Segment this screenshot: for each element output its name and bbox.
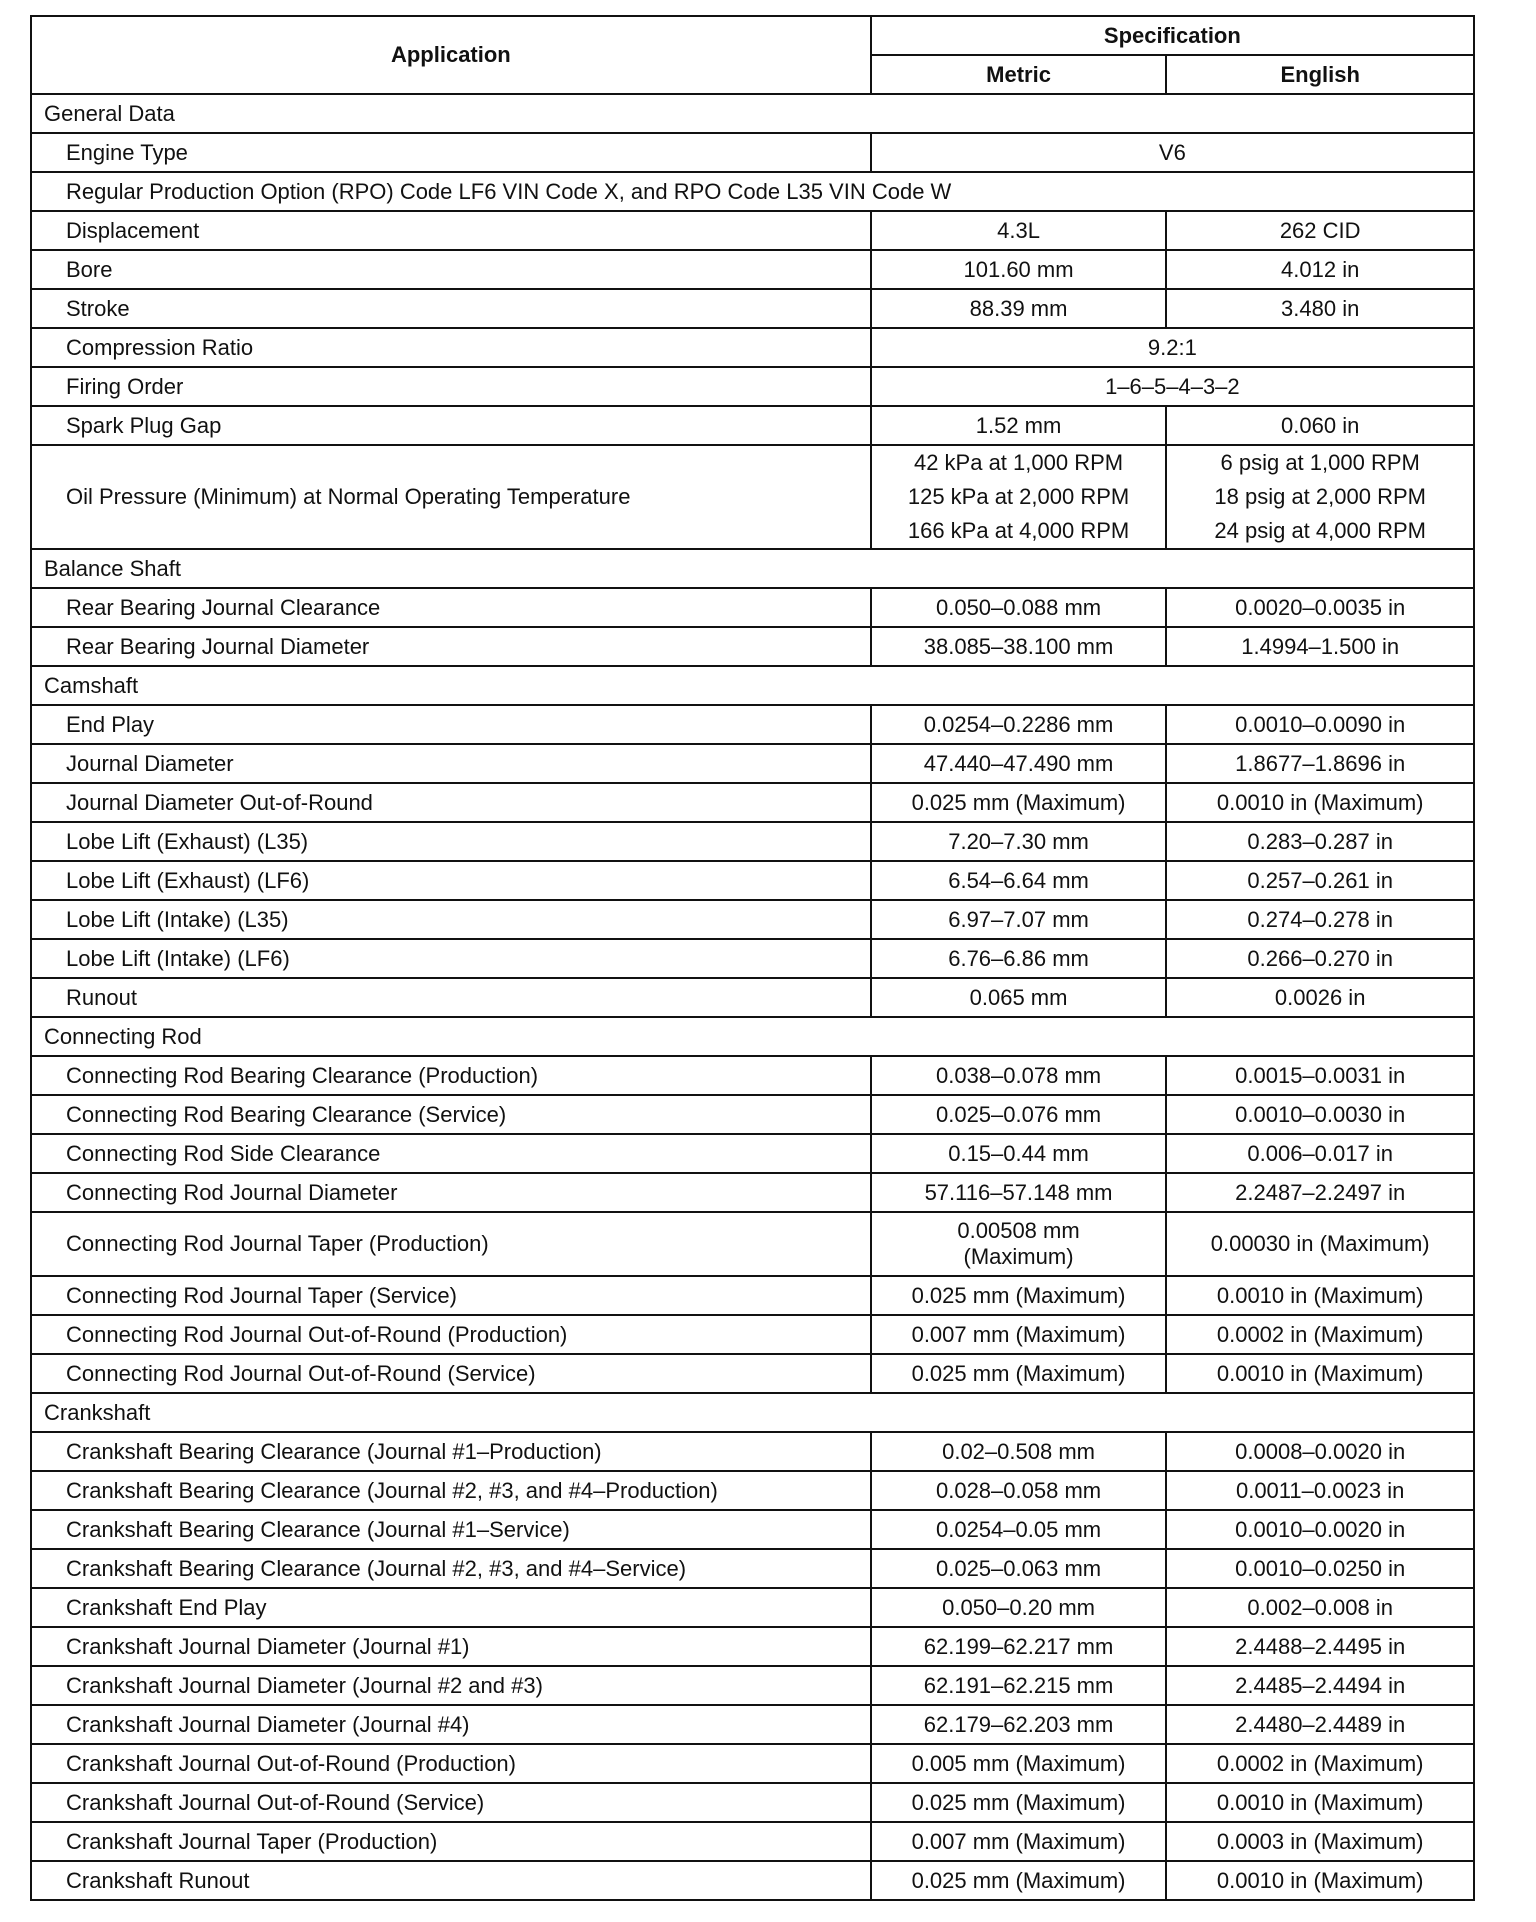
metric-value: 0.025 mm (Maximum) bbox=[871, 1276, 1167, 1315]
metric-value: 6.76–6.86 mm bbox=[871, 939, 1167, 978]
application-label: Connecting Rod Journal Out-of-Round (Service) bbox=[31, 1354, 871, 1393]
metric-value: 0.0254–0.2286 mm bbox=[871, 705, 1167, 744]
application-label: Oil Pressure (Minimum) at Normal Operating Temperature bbox=[31, 445, 871, 549]
metric-value: 0.050–0.20 mm bbox=[871, 1588, 1167, 1627]
application-label: Rear Bearing Journal Clearance bbox=[31, 588, 871, 627]
table-row bbox=[31, 1134, 1474, 1173]
english-value: 1.4994–1.500 in bbox=[1166, 627, 1474, 666]
metric-value: 62.179–62.203 mm bbox=[871, 1705, 1167, 1744]
application-label: Connecting Rod Journal Out-of-Round (Production) bbox=[31, 1315, 871, 1354]
metric-value: 0.0254–0.05 mm bbox=[871, 1510, 1167, 1549]
value-line: 0.00508 mm bbox=[957, 1218, 1080, 1243]
table-row bbox=[31, 211, 1474, 250]
english-value: 0.0010–0.0030 in bbox=[1166, 1095, 1474, 1134]
table-row bbox=[31, 445, 1474, 549]
english-value: 1.8677–1.8696 in bbox=[1166, 744, 1474, 783]
table-row bbox=[31, 783, 1474, 822]
table-row bbox=[31, 133, 1474, 172]
section-heading: Crankshaft bbox=[31, 1393, 1474, 1432]
application-label: Crankshaft Runout bbox=[31, 1861, 871, 1900]
metric-value bbox=[871, 1212, 1167, 1276]
english-value: 262 CID bbox=[1166, 211, 1474, 250]
table-row bbox=[31, 1212, 1474, 1276]
section-heading: Connecting Rod bbox=[31, 1017, 1474, 1056]
english-value bbox=[1166, 445, 1474, 549]
metric-value: 0.065 mm bbox=[871, 978, 1167, 1017]
english-value: 3.480 in bbox=[1166, 289, 1474, 328]
application-label: Crankshaft Bearing Clearance (Journal #2, #3, and #4–Service) bbox=[31, 1549, 871, 1588]
english-value: 0.0010–0.0090 in bbox=[1166, 705, 1474, 744]
application-label: Crankshaft End Play bbox=[31, 1588, 871, 1627]
english-value: 0.0002 in (Maximum) bbox=[1166, 1744, 1474, 1783]
metric-value: 6.54–6.64 mm bbox=[871, 861, 1167, 900]
table-row bbox=[31, 1549, 1474, 1588]
metric-value: 88.39 mm bbox=[871, 289, 1167, 328]
table-row bbox=[31, 861, 1474, 900]
metric-value: 101.60 mm bbox=[871, 250, 1167, 289]
english-value: 2.4488–2.4495 in bbox=[1166, 1627, 1474, 1666]
english-value: 2.4485–2.4494 in bbox=[1166, 1666, 1474, 1705]
application-label: Stroke bbox=[31, 289, 871, 328]
table-row bbox=[31, 744, 1474, 783]
header-application: Application bbox=[31, 16, 871, 94]
section-row bbox=[31, 1017, 1474, 1056]
application-label: Rear Bearing Journal Diameter bbox=[31, 627, 871, 666]
table-row bbox=[31, 1744, 1474, 1783]
application-label: Crankshaft Bearing Clearance (Journal #1–Service) bbox=[31, 1510, 871, 1549]
application-label: Lobe Lift (Intake) (LF6) bbox=[31, 939, 871, 978]
english-value: 0.0003 in (Maximum) bbox=[1166, 1822, 1474, 1861]
table-row bbox=[31, 1783, 1474, 1822]
metric-value: 0.050–0.088 mm bbox=[871, 588, 1167, 627]
metric-value: 0.028–0.058 mm bbox=[871, 1471, 1167, 1510]
application-label: Crankshaft Bearing Clearance (Journal #1–Production) bbox=[31, 1432, 871, 1471]
table-row bbox=[31, 289, 1474, 328]
table-row bbox=[31, 328, 1474, 367]
application-label: Connecting Rod Bearing Clearance (Production) bbox=[31, 1056, 871, 1095]
table-row bbox=[31, 900, 1474, 939]
section-heading: Camshaft bbox=[31, 666, 1474, 705]
english-value: 0.0011–0.0023 in bbox=[1166, 1471, 1474, 1510]
table-row bbox=[31, 1588, 1474, 1627]
application-label: Crankshaft Journal Diameter (Journal #2 and #3) bbox=[31, 1666, 871, 1705]
application-label: Firing Order bbox=[31, 367, 871, 406]
metric-value bbox=[871, 445, 1167, 549]
metric-value: 47.440–47.490 mm bbox=[871, 744, 1167, 783]
application-label: Connecting Rod Journal Taper (Service) bbox=[31, 1276, 871, 1315]
table-row bbox=[31, 705, 1474, 744]
header-specification: Specification bbox=[871, 16, 1474, 55]
application-label: Journal Diameter bbox=[31, 744, 871, 783]
table-row bbox=[31, 939, 1474, 978]
table-row bbox=[31, 1471, 1474, 1510]
metric-value: 0.025 mm (Maximum) bbox=[871, 1354, 1167, 1393]
application-label: Crankshaft Bearing Clearance (Journal #2, #3, and #4–Production) bbox=[31, 1471, 871, 1510]
english-value: 0.00030 in (Maximum) bbox=[1166, 1212, 1474, 1276]
english-value: 0.002–0.008 in bbox=[1166, 1588, 1474, 1627]
application-label: Crankshaft Journal Out-of-Round (Production) bbox=[31, 1744, 871, 1783]
section-row bbox=[31, 549, 1474, 588]
application-label: Lobe Lift (Intake) (L35) bbox=[31, 900, 871, 939]
value-line: 125 kPa at 2,000 RPM bbox=[907, 484, 1130, 509]
metric-value: 0.038–0.078 mm bbox=[871, 1056, 1167, 1095]
metric-value: 62.191–62.215 mm bbox=[871, 1666, 1167, 1705]
application-label: Runout bbox=[31, 978, 871, 1017]
application-label: Journal Diameter Out-of-Round bbox=[31, 783, 871, 822]
metric-value: 0.02–0.508 mm bbox=[871, 1432, 1167, 1471]
table-row bbox=[31, 627, 1474, 666]
table-row bbox=[31, 1354, 1474, 1393]
application-label: Crankshaft Journal Diameter (Journal #4) bbox=[31, 1705, 871, 1744]
section-row bbox=[31, 1393, 1474, 1432]
spec-value: V6 bbox=[871, 133, 1474, 172]
spec-value: 9.2:1 bbox=[871, 328, 1474, 367]
table-row bbox=[31, 822, 1474, 861]
table-row bbox=[31, 1822, 1474, 1861]
english-value: 0.257–0.261 in bbox=[1166, 861, 1474, 900]
metric-value: 7.20–7.30 mm bbox=[871, 822, 1167, 861]
table-row bbox=[31, 588, 1474, 627]
application-label: Crankshaft Journal Taper (Production) bbox=[31, 1822, 871, 1861]
table-row bbox=[31, 1432, 1474, 1471]
section-row bbox=[31, 94, 1474, 133]
header-english: English bbox=[1166, 55, 1474, 94]
metric-value: 0.007 mm (Maximum) bbox=[871, 1315, 1167, 1354]
english-value: 0.0010 in (Maximum) bbox=[1166, 1276, 1474, 1315]
english-value: 0.274–0.278 in bbox=[1166, 900, 1474, 939]
metric-value: 57.116–57.148 mm bbox=[871, 1173, 1167, 1212]
english-value: 0.0010 in (Maximum) bbox=[1166, 1861, 1474, 1900]
english-value: 0.283–0.287 in bbox=[1166, 822, 1474, 861]
application-label: Lobe Lift (Exhaust) (LF6) bbox=[31, 861, 871, 900]
english-value: 0.0010–0.0250 in bbox=[1166, 1549, 1474, 1588]
application-label: Connecting Rod Bearing Clearance (Service) bbox=[31, 1095, 871, 1134]
value-line: 6 psig at 1,000 RPM bbox=[1220, 450, 1420, 475]
table-row bbox=[31, 367, 1474, 406]
metric-value: 6.97–7.07 mm bbox=[871, 900, 1167, 939]
table-row bbox=[31, 1315, 1474, 1354]
metric-value: 0.025–0.076 mm bbox=[871, 1095, 1167, 1134]
english-value: 0.266–0.270 in bbox=[1166, 939, 1474, 978]
english-value: 0.0026 in bbox=[1166, 978, 1474, 1017]
header-metric: Metric bbox=[871, 55, 1167, 94]
application-label: Crankshaft Journal Diameter (Journal #1) bbox=[31, 1627, 871, 1666]
metric-value: 62.199–62.217 mm bbox=[871, 1627, 1167, 1666]
application-label: End Play bbox=[31, 705, 871, 744]
value-line: 24 psig at 4,000 RPM bbox=[1214, 518, 1426, 543]
table-row bbox=[31, 1705, 1474, 1744]
table-body bbox=[31, 94, 1474, 1900]
table-row bbox=[31, 1276, 1474, 1315]
table-row bbox=[31, 172, 1474, 211]
metric-value: 1.52 mm bbox=[871, 406, 1167, 445]
application-label: Engine Type bbox=[31, 133, 871, 172]
value-line: 42 kPa at 1,000 RPM bbox=[913, 450, 1124, 475]
application-label: Connecting Rod Side Clearance bbox=[31, 1134, 871, 1173]
english-value: 0.0010 in (Maximum) bbox=[1166, 1354, 1474, 1393]
value-line: 18 psig at 2,000 RPM bbox=[1214, 484, 1426, 509]
value-line: (Maximum) bbox=[963, 1244, 1074, 1269]
english-value: 4.012 in bbox=[1166, 250, 1474, 289]
application-label: Compression Ratio bbox=[31, 328, 871, 367]
application-label: Regular Production Option (RPO) Code LF6 VIN Code X, and RPO Code L35 VIN Code W bbox=[31, 172, 1474, 211]
metric-value: 0.025–0.063 mm bbox=[871, 1549, 1167, 1588]
spec-value: 1–6–5–4–3–2 bbox=[871, 367, 1474, 406]
table-row bbox=[31, 250, 1474, 289]
table-row bbox=[31, 1666, 1474, 1705]
english-value: 0.0015–0.0031 in bbox=[1166, 1056, 1474, 1095]
english-value: 0.060 in bbox=[1166, 406, 1474, 445]
english-value: 0.006–0.017 in bbox=[1166, 1134, 1474, 1173]
application-label: Displacement bbox=[31, 211, 871, 250]
section-heading: Balance Shaft bbox=[31, 549, 1474, 588]
table-row bbox=[31, 1056, 1474, 1095]
application-label: Crankshaft Journal Out-of-Round (Service) bbox=[31, 1783, 871, 1822]
english-value: 0.0010 in (Maximum) bbox=[1166, 1783, 1474, 1822]
section-heading: General Data bbox=[31, 94, 1474, 133]
metric-value: 0.025 mm (Maximum) bbox=[871, 1783, 1167, 1822]
metric-value: 0.025 mm (Maximum) bbox=[871, 1861, 1167, 1900]
english-value: 2.2487–2.2497 in bbox=[1166, 1173, 1474, 1212]
english-value: 0.0020–0.0035 in bbox=[1166, 588, 1474, 627]
table-row bbox=[31, 1861, 1474, 1900]
application-label: Connecting Rod Journal Diameter bbox=[31, 1173, 871, 1212]
application-label: Lobe Lift (Exhaust) (L35) bbox=[31, 822, 871, 861]
english-value: 0.0002 in (Maximum) bbox=[1166, 1315, 1474, 1354]
metric-value: 0.15–0.44 mm bbox=[871, 1134, 1167, 1173]
value-line: 166 kPa at 4,000 RPM bbox=[907, 518, 1130, 543]
metric-value: 38.085–38.100 mm bbox=[871, 627, 1167, 666]
english-value: 0.0010 in (Maximum) bbox=[1166, 783, 1474, 822]
metric-value: 0.007 mm (Maximum) bbox=[871, 1822, 1167, 1861]
application-label: Connecting Rod Journal Taper (Production) bbox=[31, 1212, 871, 1276]
english-value: 2.4480–2.4489 in bbox=[1166, 1705, 1474, 1744]
table-row bbox=[31, 1095, 1474, 1134]
application-label: Bore bbox=[31, 250, 871, 289]
metric-value: 0.005 mm (Maximum) bbox=[871, 1744, 1167, 1783]
metric-value: 0.025 mm (Maximum) bbox=[871, 783, 1167, 822]
english-value: 0.0008–0.0020 in bbox=[1166, 1432, 1474, 1471]
table-row bbox=[31, 1510, 1474, 1549]
table-row bbox=[31, 978, 1474, 1017]
application-label: Spark Plug Gap bbox=[31, 406, 871, 445]
table-row bbox=[31, 406, 1474, 445]
english-value: 0.0010–0.0020 in bbox=[1166, 1510, 1474, 1549]
table-row bbox=[31, 1627, 1474, 1666]
engine-specifications-table bbox=[30, 15, 1475, 1901]
metric-value: 4.3L bbox=[871, 211, 1167, 250]
section-row bbox=[31, 666, 1474, 705]
table-row bbox=[31, 1173, 1474, 1212]
